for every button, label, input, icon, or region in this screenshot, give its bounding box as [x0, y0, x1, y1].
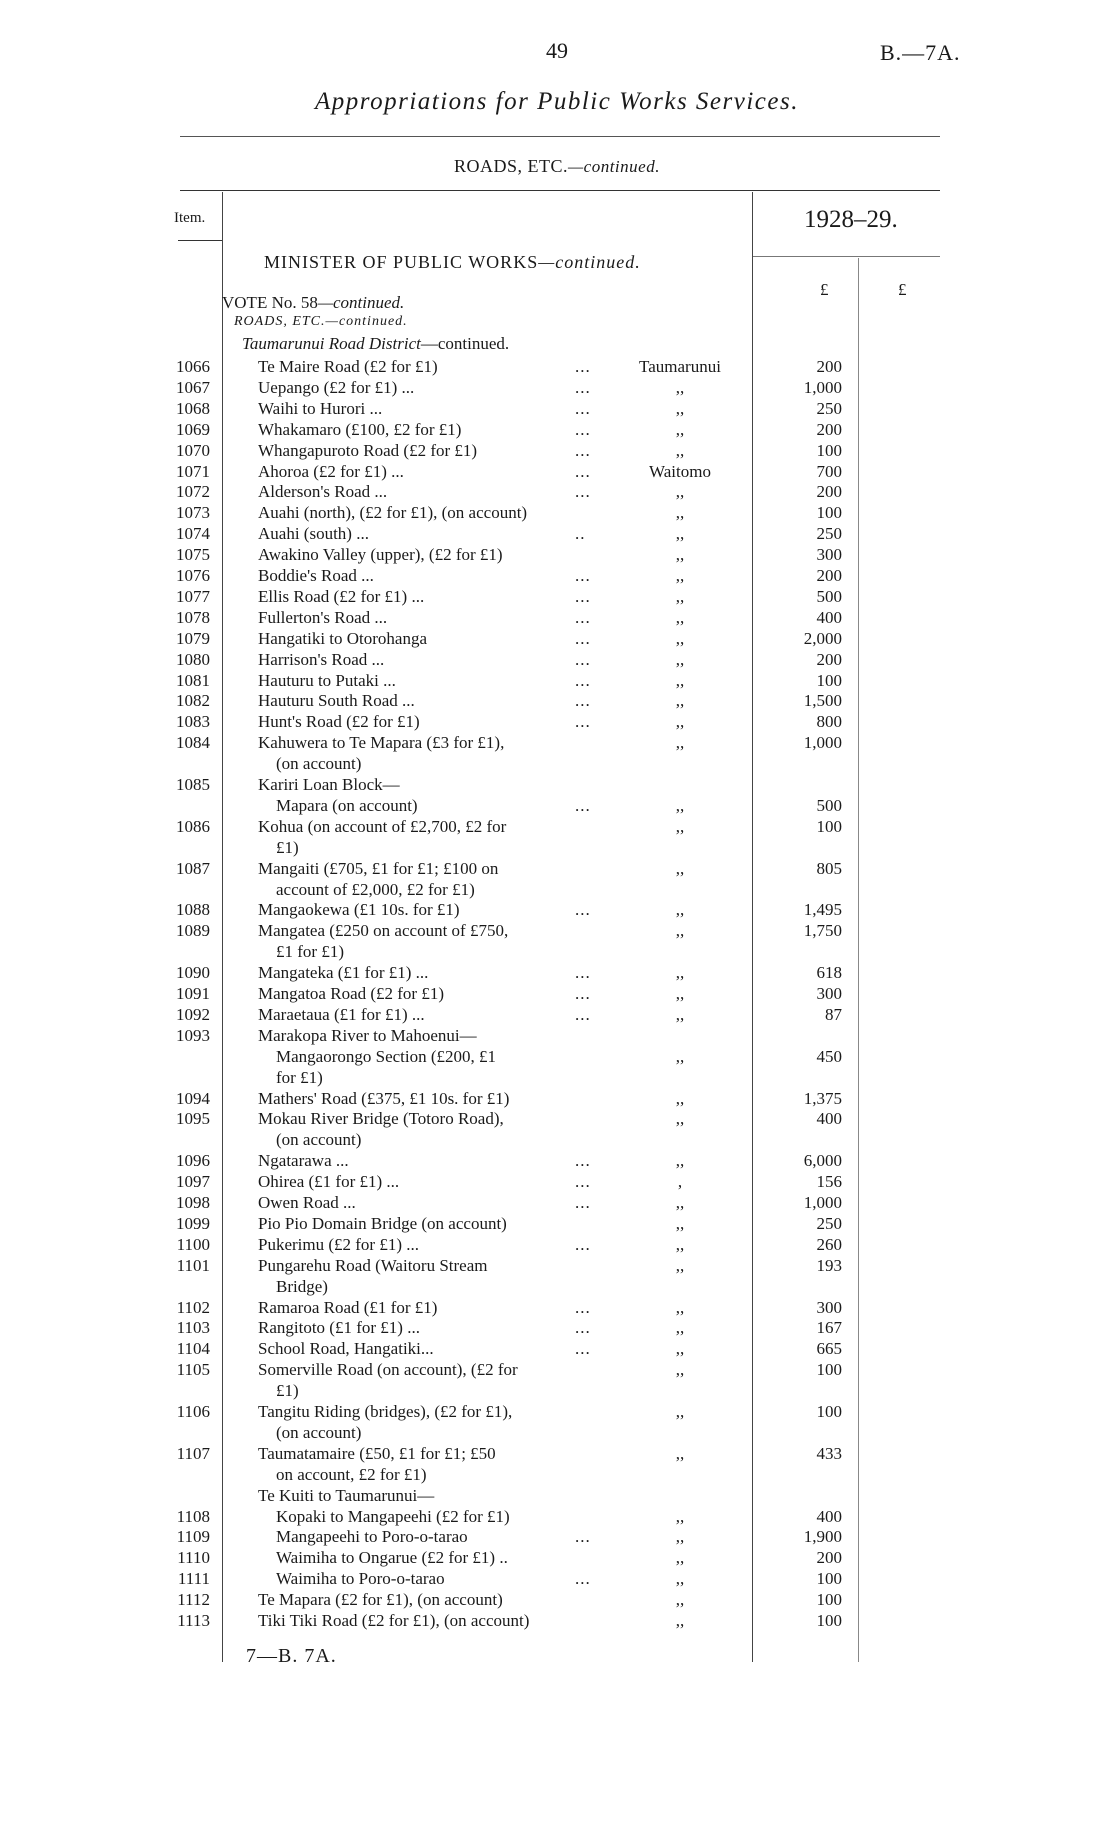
leader-dots: ...	[575, 607, 591, 627]
item-description: Somerville Road (on account), (£2 for	[258, 1360, 518, 1380]
county-name: ,,	[675, 984, 685, 1003]
item-number: 1109	[176, 1527, 210, 1547]
amount: 700	[816, 461, 842, 481]
county-name: ,	[677, 1172, 683, 1192]
amount: 100	[816, 1402, 842, 1421]
item-number: 1104	[176, 1339, 210, 1359]
county-name: ,,	[675, 1151, 685, 1171]
item-description: School Road, Hangatiki...	[258, 1339, 434, 1359]
item-description: Auahi (south) ...	[258, 524, 369, 544]
item-description: for £1)	[276, 1067, 323, 1087]
county-name: ,,	[675, 733, 685, 753]
county-name: ,,	[675, 1234, 685, 1254]
county-name: ,,	[675, 1213, 685, 1233]
item-number: 1074	[176, 524, 210, 544]
item-number: 1093	[176, 1025, 210, 1045]
item-description: Mangaorongo Section (£200, £1	[276, 1046, 497, 1066]
year-column-header: 1928–29.	[804, 206, 898, 233]
county-name: ,,	[675, 1402, 685, 1421]
item-description: Pungarehu Road (Waitoru Stream	[258, 1255, 488, 1275]
amount: 87	[825, 1004, 842, 1024]
item-description: Hangatiki to Otorohanga	[258, 628, 428, 648]
item-description: Te Mapara (£2 for £1), (on account)	[258, 1590, 503, 1610]
leader-dots: ...	[575, 461, 591, 481]
item-number: 1095	[176, 1109, 210, 1129]
leader-dots: ...	[575, 1172, 591, 1192]
amount: 1,000	[803, 1193, 842, 1212]
amount: 100	[816, 440, 842, 460]
county-name: ,,	[675, 1297, 685, 1317]
county-name: ,,	[675, 963, 685, 983]
amount: 100	[816, 503, 842, 523]
item-description: Tiki Tiki Road (£2 for £1), (on account)	[258, 1611, 530, 1630]
amount: 200	[816, 649, 842, 669]
item-description: £1)	[276, 837, 299, 857]
item-description: on account, £2 for £1)	[276, 1464, 427, 1484]
document-code: B.—7A.	[880, 40, 961, 65]
item-number: 1078	[176, 607, 210, 627]
amount: 500	[816, 586, 842, 606]
roads-subheading	[234, 314, 408, 330]
item-number: 1100	[176, 1234, 210, 1254]
leader-dots: ...	[575, 357, 591, 376]
amount: 433	[816, 1443, 842, 1463]
section-name: ROADS, ETC.	[454, 156, 569, 176]
item-description: (on account)	[276, 1422, 362, 1442]
district-name: Taumarunui Road District	[242, 334, 421, 353]
item-description: Maraetaua (£1 for £1) ...	[258, 1004, 425, 1024]
amount: 800	[816, 712, 842, 732]
leader-dots: ...	[575, 963, 591, 983]
leader-dots: ...	[575, 670, 591, 690]
amount: 500	[816, 795, 842, 815]
county-name: ,,	[675, 691, 685, 711]
section-suffix: —continued.	[568, 157, 660, 176]
item-number: 1097	[176, 1172, 210, 1192]
leader-dots: ...	[575, 712, 591, 732]
county-name: Waitomo	[649, 461, 711, 481]
county-name: ,,	[675, 1360, 685, 1380]
amount: 200	[816, 419, 842, 439]
amount: 665	[816, 1339, 842, 1359]
minister-heading	[264, 252, 641, 273]
item-number: 1068	[176, 398, 210, 418]
leader-dots: ...	[575, 419, 591, 439]
amount: 100	[816, 1590, 842, 1610]
item-description: Auahi (north), (£2 for £1), (on account)	[258, 503, 528, 523]
county-name: Taumarunui	[639, 357, 721, 376]
amount: 400	[816, 607, 842, 627]
county-name: ,,	[675, 482, 685, 502]
item-description: Ohirea (£1 for £1) ...	[258, 1172, 400, 1192]
county-name: ,,	[675, 607, 685, 627]
amount: 2,000	[803, 628, 842, 648]
county-name: ,,	[675, 1109, 685, 1129]
amount: 100	[816, 1569, 842, 1589]
item-description: Mangaiti (£705, £1 for £1; £100 on	[258, 858, 499, 878]
county-name: ,,	[675, 586, 685, 606]
amount: 250	[816, 398, 842, 418]
item-description: Te Kuiti to Taumarunui—	[258, 1485, 435, 1505]
amount: 100	[816, 1360, 842, 1380]
item-description: Mangapeehi to Poro-o-tarao	[276, 1527, 468, 1547]
pound-column-b: £	[898, 280, 907, 299]
leader-dots: ...	[575, 900, 591, 920]
item-header-rule	[178, 240, 222, 241]
county-name: ,,	[675, 1046, 685, 1066]
item-number: 1088	[176, 900, 210, 920]
amount: 1,900	[803, 1527, 842, 1547]
item-description: Mangatea (£250 on account of £750,	[258, 921, 509, 941]
item-description: £1)	[276, 1381, 299, 1401]
item-description: Kohua (on account of £2,700, £2 for	[258, 816, 507, 836]
item-number: 1067	[176, 377, 210, 397]
item-number: 1069	[176, 419, 210, 439]
item-number: 1102	[176, 1297, 210, 1317]
amount: 400	[816, 1109, 842, 1129]
item-number: 1085	[176, 775, 210, 794]
item-description: Marakopa River to Mahoenui—	[258, 1025, 477, 1045]
item-description: Kariri Loan Block—	[258, 775, 400, 794]
item-number: 1072	[176, 482, 210, 502]
item-number: 1096	[176, 1151, 210, 1171]
county-name: ,,	[675, 1088, 685, 1108]
county-name: ,,	[675, 419, 685, 439]
county-name: ,,	[675, 795, 685, 815]
amount: 300	[816, 984, 842, 1003]
page-title: Appropriations for Public Works Services.	[315, 88, 799, 115]
amount: 200	[816, 566, 842, 585]
leader-dots: ...	[575, 566, 591, 585]
item-number: 1084	[176, 733, 210, 753]
leader-dots: ...	[575, 440, 591, 460]
item-description: Whakamaro (£100, £2 for £1)	[258, 419, 462, 439]
item-description: Waimiha to Ongarue (£2 for £1) ..	[276, 1548, 508, 1568]
year-column-divider	[752, 192, 753, 1662]
title-rule	[180, 136, 940, 137]
item-number: 1112	[177, 1590, 210, 1610]
leader-dots: ...	[575, 1193, 591, 1212]
amount: 250	[816, 524, 842, 544]
item-description: Te Maire Road (£2 for £1)	[258, 357, 438, 376]
item-description: Mathers' Road (£375, £1 10s. for £1)	[258, 1088, 510, 1108]
item-description: Hauturu South Road ...	[258, 691, 415, 711]
amount: 450	[816, 1046, 842, 1066]
item-number: 1111	[177, 1569, 210, 1589]
item-description: Mangateka (£1 for £1) ...	[258, 963, 429, 983]
item-description: Ellis Road (£2 for £1) ...	[258, 586, 425, 606]
vote-heading	[222, 293, 404, 313]
leader-dots: ...	[575, 1234, 591, 1254]
year-header-rule	[752, 256, 940, 257]
item-number: 1076	[176, 566, 210, 585]
amount: 300	[816, 545, 842, 565]
item-description: Awakino Valley (upper), (£2 for £1)	[258, 545, 503, 565]
leader-dots: ...	[575, 691, 591, 711]
leader-dots: ...	[575, 649, 591, 669]
item-number: 1094	[176, 1088, 210, 1108]
amount: 1,495	[803, 900, 842, 920]
item-number: 1081	[176, 670, 210, 690]
county-name: ,,	[675, 524, 685, 544]
item-number: 1066	[176, 357, 210, 376]
section-heading	[0, 156, 1114, 177]
leader-dots: ...	[575, 628, 591, 648]
amount: 167	[816, 1318, 842, 1338]
county-name: ,,	[675, 670, 685, 690]
county-name: ,,	[675, 900, 685, 920]
item-description: Whangapuroto Road (£2 for £1)	[258, 440, 478, 460]
county-name: ,,	[675, 1506, 685, 1526]
amount: 100	[816, 1611, 842, 1630]
roads-subheading-text: ROADS, ETC.—continued.	[234, 314, 408, 329]
item-description: £1 for £1)	[276, 942, 344, 962]
item-description: Mangaokewa (£1 10s. for £1)	[258, 900, 460, 920]
item-number: 1083	[176, 712, 210, 732]
amount: 260	[816, 1234, 842, 1254]
item-description: Kahuwera to Te Mapara (£3 for £1),	[258, 733, 505, 753]
item-number: 1077	[176, 586, 210, 606]
county-name: ,,	[675, 1590, 685, 1610]
leader-dots: ...	[575, 586, 591, 606]
item-number: 1082	[176, 691, 210, 711]
minister-name: MINISTER OF PUBLIC WORKS	[264, 252, 539, 272]
item-number: 1090	[176, 963, 210, 983]
item-description: Kopaki to Mangapeehi (£2 for £1)	[276, 1506, 510, 1526]
amount: 400	[816, 1506, 842, 1526]
vote-suffix: —continued.	[317, 293, 405, 312]
leader-dots: ...	[575, 398, 591, 418]
amount: 1,000	[803, 733, 842, 753]
item-description: Owen Road ...	[258, 1193, 356, 1212]
item-number: 1091	[176, 984, 210, 1003]
item-description: account of £2,000, £2 for £1)	[276, 879, 475, 899]
item-number: 1071	[176, 461, 210, 481]
amount-column-divider	[858, 258, 859, 1662]
item-number: 1110	[177, 1548, 210, 1568]
item-description: Mapara (on account)	[276, 795, 418, 815]
amount: 200	[816, 482, 842, 502]
county-name: ,,	[675, 440, 685, 460]
item-description: Fullerton's Road ...	[258, 607, 388, 627]
county-name: ,,	[675, 858, 685, 878]
amount: 300	[816, 1297, 842, 1317]
amount: 618	[816, 963, 842, 983]
page-number: 49	[546, 38, 568, 63]
leader-dots: ...	[575, 1527, 591, 1547]
item-description: Hunt's Road (£2 for £1)	[258, 712, 420, 732]
county-name: ,,	[675, 1318, 685, 1338]
item-description: Boddie's Road ...	[258, 566, 374, 585]
item-description: Harrison's Road ...	[258, 649, 385, 669]
leader-dots: ...	[575, 1339, 591, 1359]
vote-name: VOTE No. 58	[222, 293, 318, 312]
item-description: Tangitu Riding (bridges), (£2 for £1),	[258, 1402, 513, 1421]
item-description: Mokau River Bridge (Totoro Road),	[258, 1109, 504, 1129]
county-name: ,,	[675, 1569, 685, 1589]
amount: 193	[816, 1255, 842, 1275]
item-description: Ngatarawa ...	[258, 1151, 349, 1171]
item-number: 1087	[176, 858, 210, 878]
minister-suffix: —continued.	[538, 252, 641, 272]
county-name: ,,	[675, 377, 685, 397]
leader-dots: ...	[575, 1569, 591, 1589]
amount: 1,000	[803, 377, 842, 397]
item-number: 1108	[176, 1506, 210, 1526]
item-description: Waimiha to Poro-o-tarao	[276, 1569, 445, 1589]
item-description: Pukerimu (£2 for £1) ...	[258, 1234, 420, 1254]
item-description: (on account)	[276, 1130, 362, 1150]
district-heading	[242, 334, 509, 354]
table-top-rule	[180, 190, 940, 191]
item-description: Ramaroa Road (£1 for £1)	[258, 1297, 438, 1317]
leader-dots: ..	[575, 524, 586, 544]
amount: 156	[816, 1172, 842, 1192]
item-number: 1080	[176, 649, 210, 669]
leader-dots: ...	[575, 1318, 591, 1338]
county-name: ,,	[675, 1004, 685, 1024]
leader-dots: ...	[575, 482, 591, 502]
item-number: 1099	[176, 1213, 210, 1233]
item-description: Uepango (£2 for £1) ...	[258, 377, 415, 397]
county-name: ,,	[675, 1611, 685, 1630]
county-name: ,,	[675, 566, 685, 585]
county-name: ,,	[675, 921, 685, 941]
item-description: (on account)	[276, 754, 362, 774]
item-description: Taumatamaire (£50, £1 for £1; £50	[258, 1443, 496, 1463]
page-footer: 7—B. 7A.	[246, 1645, 337, 1667]
leader-dots: ...	[575, 377, 591, 397]
leader-dots: ...	[575, 1297, 591, 1317]
county-name: ,,	[675, 1443, 685, 1463]
item-number: 1107	[176, 1443, 210, 1463]
item-number: 1070	[176, 440, 210, 460]
item-description: Pio Pio Domain Bridge (on account)	[258, 1213, 507, 1233]
item-number: 1105	[176, 1360, 210, 1380]
item-number: 1106	[176, 1402, 210, 1421]
item-description: Ahoroa (£2 for £1) ...	[258, 461, 404, 481]
amount: 1,750	[803, 921, 842, 941]
county-name: ,,	[675, 712, 685, 732]
leader-dots: ...	[575, 984, 591, 1003]
county-name: ,,	[675, 1255, 685, 1275]
pound-column-a: £	[820, 280, 829, 299]
item-description: Alderson's Road ...	[258, 482, 388, 502]
item-description: Mangatoa Road (£2 for £1)	[258, 984, 445, 1003]
item-number: 1086	[176, 816, 210, 836]
amount: 250	[816, 1213, 842, 1233]
amount: 200	[816, 1548, 842, 1568]
item-column-header: Item.	[174, 210, 206, 226]
amount: 6,000	[803, 1151, 842, 1171]
item-number: 1092	[176, 1004, 210, 1024]
item-number: 1073	[176, 503, 210, 523]
amount: 1,375	[803, 1088, 842, 1108]
county-name: ,,	[675, 398, 685, 418]
item-number: 1113	[177, 1611, 210, 1630]
item-column-divider	[222, 192, 223, 1662]
item-number: 1103	[176, 1318, 210, 1338]
county-name: ,,	[675, 503, 685, 523]
amount: 200	[816, 357, 842, 376]
amount: 100	[816, 816, 842, 836]
item-number: 1079	[176, 628, 210, 648]
district-suffix: —continued.	[420, 334, 510, 353]
item-number: 1075	[176, 545, 210, 565]
county-name: ,,	[675, 816, 685, 836]
amount: 1,500	[803, 691, 842, 711]
amount: 100	[816, 670, 842, 690]
item-description: Hauturu to Putaki ...	[258, 670, 396, 690]
county-name: ,,	[675, 649, 685, 669]
leader-dots: ...	[575, 1151, 591, 1171]
amount: 805	[816, 858, 842, 878]
county-name: ,,	[675, 1548, 685, 1568]
item-description: Rangitoto (£1 for £1) ...	[258, 1318, 420, 1338]
item-number: 1098	[176, 1193, 210, 1212]
county-name: ,,	[675, 1527, 685, 1547]
county-name: ,,	[675, 1339, 685, 1359]
county-name: ,,	[675, 1193, 685, 1212]
leader-dots: ...	[575, 1004, 591, 1024]
county-name: ,,	[675, 545, 685, 565]
leader-dots: ...	[575, 795, 591, 815]
county-name: ,,	[675, 628, 685, 648]
item-number: 1101	[176, 1255, 210, 1275]
item-description: Bridge)	[276, 1276, 328, 1296]
item-description: Waihi to Hurori ...	[258, 398, 383, 418]
item-number: 1089	[176, 921, 210, 941]
